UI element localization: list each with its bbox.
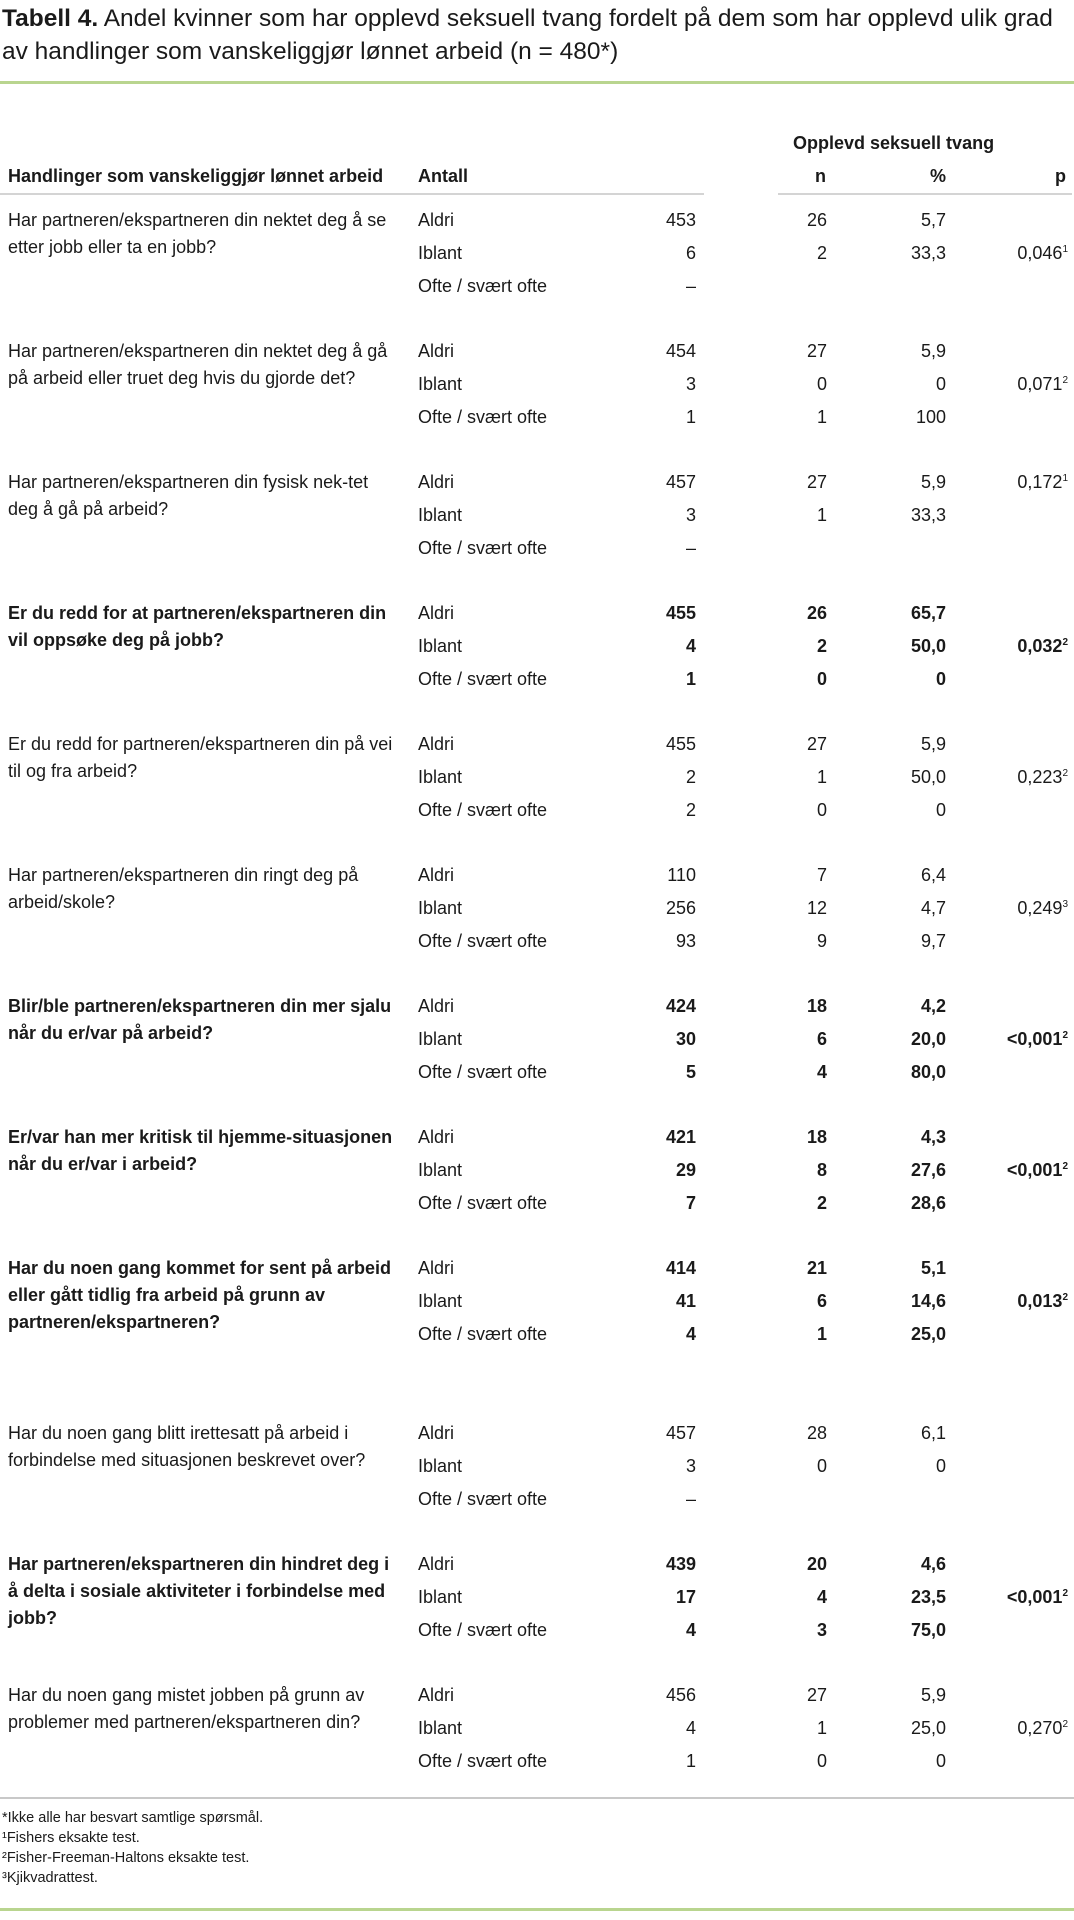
n-cell: 27 xyxy=(806,1685,827,1705)
p-value-cell xyxy=(1017,371,1068,398)
row-label: Iblant xyxy=(418,1291,463,1311)
table-row xyxy=(0,1551,1074,1584)
p-value-cell xyxy=(1017,240,1068,267)
antall-cell: 424 xyxy=(665,996,696,1016)
n-cell: 7 xyxy=(816,865,827,885)
table-row xyxy=(0,600,1074,633)
n-cell: 27 xyxy=(806,734,827,754)
p-footnote-marker: 1 xyxy=(1062,473,1068,484)
table-title xyxy=(2,2,1070,68)
pct-cell: 28,6 xyxy=(910,1193,946,1213)
table-row xyxy=(0,1288,1074,1321)
n-cell: 2 xyxy=(816,636,827,656)
pct-cell: 0 xyxy=(935,1456,946,1476)
n-cell: 3 xyxy=(816,1620,827,1640)
antall-cell: 93 xyxy=(675,931,696,951)
table-row xyxy=(0,1157,1074,1190)
row-label: Iblant xyxy=(418,1587,463,1607)
antall-cell: 2 xyxy=(685,767,696,787)
row-label: Iblant xyxy=(418,505,463,525)
pct-cell: 25,0 xyxy=(910,1718,946,1738)
pct-cell: 100 xyxy=(915,407,946,427)
pct-cell: 0 xyxy=(935,669,946,689)
footnote-rule xyxy=(0,1797,1074,1799)
question-text: Har du noen gang mistet jobben på grunn av problemer med partneren/ekspartneren din? xyxy=(8,1685,365,1732)
p-footnote-marker: 2 xyxy=(1062,637,1068,648)
antall-cell: 29 xyxy=(675,1160,696,1180)
row-label: Ofte / svært ofte xyxy=(418,1489,548,1509)
table-row xyxy=(0,731,1074,764)
question-text: Har du noen gang blitt irettesatt på arbeid i forbindelse med situasjonen beskrevet over? xyxy=(8,1423,366,1470)
antall-cell: 1 xyxy=(685,1751,696,1771)
table-row xyxy=(0,993,1074,1026)
question-text: Har du noen gang kommet for sent på arbeid eller gått tidlig fra arbeid på grunn av partneren/ekspartneren? xyxy=(8,1258,392,1332)
row-label: Iblant xyxy=(418,374,463,394)
p-footnote-marker: 1 xyxy=(1062,244,1068,255)
n-cell: 0 xyxy=(816,1456,827,1476)
antall-cell: 1 xyxy=(685,407,696,427)
p-value-cell xyxy=(1017,895,1068,922)
pct-cell: 50,0 xyxy=(910,636,946,656)
p-value: <0,001 xyxy=(1006,1160,1063,1180)
antall-cell: 5 xyxy=(685,1062,696,1082)
p-value: <0,001 xyxy=(1006,1029,1063,1049)
table-row xyxy=(0,1715,1074,1748)
row-label: Iblant xyxy=(418,1456,463,1476)
antall-cell: 4 xyxy=(685,1324,696,1344)
pct-cell: 5,9 xyxy=(920,1685,946,1705)
row-label: Aldri xyxy=(418,1685,455,1705)
table-row xyxy=(0,371,1074,404)
n-cell: 27 xyxy=(806,341,827,361)
table-caption: Andel kvinner som har opplevd seksuell tvang fordelt på dem som har opplevd ulik grad av handlinger som vanskeliggjør lønnet arbeid (n = 480*) xyxy=(2,5,1053,65)
antall-cell: 256 xyxy=(665,898,696,918)
table-row xyxy=(0,797,1074,830)
row-label: Aldri xyxy=(418,1127,455,1147)
n-cell: 6 xyxy=(816,1029,827,1049)
pct-cell: 4,6 xyxy=(920,1554,946,1574)
table-label: Tabell 4. xyxy=(2,5,99,32)
n-cell: 18 xyxy=(806,996,827,1016)
footnote: ²Fisher-Freeman-Haltons eksakte test. xyxy=(2,1850,250,1866)
antall-cell: 4 xyxy=(685,1718,696,1738)
n-cell: 0 xyxy=(816,669,827,689)
pct-cell: 33,3 xyxy=(910,505,946,525)
row-label: Aldri xyxy=(418,734,455,754)
row-label: Iblant xyxy=(418,1160,463,1180)
table-row xyxy=(0,404,1074,437)
row-label: Iblant xyxy=(418,1029,463,1049)
n-cell: 8 xyxy=(816,1160,827,1180)
question-text: Er du redd for partneren/ekspartneren din på vei til og fra arbeid? xyxy=(8,734,393,781)
table-row xyxy=(0,764,1074,797)
p-value: 0,032 xyxy=(1017,636,1063,656)
row-label: Aldri xyxy=(418,1258,455,1278)
table-row xyxy=(0,1584,1074,1617)
question-text: Blir/ble partneren/ekspartneren din mer sjalu når du er/var på arbeid? xyxy=(8,996,392,1043)
n-cell: 1 xyxy=(816,407,827,427)
antall-cell: 457 xyxy=(665,1423,696,1443)
p-footnote-marker: 2 xyxy=(1062,768,1068,779)
table-row xyxy=(0,862,1074,895)
n-cell: 4 xyxy=(816,1062,827,1082)
antall-cell: 3 xyxy=(685,374,696,394)
header-antall: Antall xyxy=(418,166,469,186)
n-cell: 1 xyxy=(816,1718,827,1738)
antall-cell: 3 xyxy=(685,505,696,525)
row-label: Aldri xyxy=(418,1554,455,1574)
p-value: 0,046 xyxy=(1017,243,1063,263)
pct-cell: 25,0 xyxy=(910,1324,946,1344)
question-text: Har partneren/ekspartneren din nektet deg å se etter jobb eller ta en jobb? xyxy=(8,210,387,257)
pct-cell: 0 xyxy=(935,1751,946,1771)
table-row xyxy=(0,1059,1074,1092)
row-label: Aldri xyxy=(418,341,455,361)
n-cell: 2 xyxy=(816,1193,827,1213)
row-label: Ofte / svært ofte xyxy=(418,276,548,296)
row-label: Ofte / svært ofte xyxy=(418,1751,548,1771)
table-row xyxy=(0,535,1074,568)
n-cell: 1 xyxy=(816,1324,827,1344)
table-row xyxy=(0,502,1074,535)
row-label: Ofte / svært ofte xyxy=(418,1324,548,1344)
p-value-cell xyxy=(1017,1288,1068,1315)
n-cell: 26 xyxy=(806,210,827,230)
n-cell: 26 xyxy=(806,603,827,623)
row-label: Ofte / svært ofte xyxy=(418,931,548,951)
table-row xyxy=(0,338,1074,371)
table-row xyxy=(0,633,1074,666)
header-rule-left xyxy=(0,193,704,195)
p-value-cell xyxy=(1017,1715,1068,1742)
p-value-cell xyxy=(1017,469,1068,496)
n-cell: 0 xyxy=(816,800,827,820)
table-row xyxy=(0,1190,1074,1223)
pct-cell: 6,1 xyxy=(920,1423,946,1443)
antall-cell: 453 xyxy=(665,210,696,230)
p-footnote-marker: 2 xyxy=(1062,375,1068,386)
p-footnote-marker: 2 xyxy=(1062,1030,1068,1041)
n-cell: 21 xyxy=(806,1258,827,1278)
n-cell: 6 xyxy=(816,1291,827,1311)
n-cell: 18 xyxy=(806,1127,827,1147)
row-label: Iblant xyxy=(418,243,463,263)
row-label: Aldri xyxy=(418,865,455,885)
row-label: Ofte / svært ofte xyxy=(418,407,548,427)
pct-cell: 65,7 xyxy=(910,603,946,623)
antall-cell: 41 xyxy=(675,1291,696,1311)
p-footnote-marker: 2 xyxy=(1062,1292,1068,1303)
antall-cell: 30 xyxy=(675,1029,696,1049)
question-text: Har partneren/ekspartneren din hindret deg i å delta i sosiale aktiviteter i forbindelse med jobb? xyxy=(8,1554,390,1628)
antall-cell: 1 xyxy=(685,669,696,689)
row-label: Iblant xyxy=(418,1718,463,1738)
antall-cell: 6 xyxy=(685,243,696,263)
p-footnote-marker: 2 xyxy=(1062,1719,1068,1730)
antall-cell: 4 xyxy=(685,636,696,656)
n-cell: 1 xyxy=(816,767,827,787)
table-row xyxy=(0,1420,1074,1453)
header-rule-right xyxy=(778,193,1072,195)
row-label: Aldri xyxy=(418,472,455,492)
bottom-rule xyxy=(0,1908,1074,1911)
table-row xyxy=(0,1453,1074,1486)
pct-cell: 4,3 xyxy=(920,1127,946,1147)
n-cell: 0 xyxy=(816,374,827,394)
n-cell: 2 xyxy=(816,243,827,263)
row-label: Aldri xyxy=(418,996,455,1016)
p-value-cell xyxy=(1007,1026,1068,1053)
table-row xyxy=(0,207,1074,240)
p-value-cell xyxy=(1007,1584,1068,1611)
footnote: *Ikke alle har besvart samtlige spørsmål. xyxy=(2,1810,264,1826)
pct-cell: 9,7 xyxy=(920,931,946,951)
antall-cell: 455 xyxy=(665,734,696,754)
p-value-cell xyxy=(1017,633,1068,660)
antall-cell: 421 xyxy=(665,1127,696,1147)
footnote: ¹Fishers eksakte test. xyxy=(2,1830,140,1846)
row-label: Ofte / svært ofte xyxy=(418,669,548,689)
p-value: 0,071 xyxy=(1017,374,1063,394)
row-label: Iblant xyxy=(418,636,463,656)
row-label: Aldri xyxy=(418,603,455,623)
row-label: Ofte / svært ofte xyxy=(418,1620,548,1640)
p-footnote-marker: 2 xyxy=(1062,1588,1068,1599)
header-group-label: Opplevd seksuell tvang xyxy=(793,133,995,153)
header-p: p xyxy=(1055,166,1066,186)
pct-cell: 5,9 xyxy=(920,472,946,492)
table-row xyxy=(0,1026,1074,1059)
p-footnote-marker: 3 xyxy=(1062,899,1068,910)
header-question: Handlinger som vanskeliggjør lønnet arbeid xyxy=(8,166,384,186)
p-footnote-marker: 2 xyxy=(1062,1161,1068,1172)
p-value: 0,270 xyxy=(1017,1718,1063,1738)
antall-cell: – xyxy=(685,276,696,296)
pct-cell: 50,0 xyxy=(910,767,946,787)
pct-cell: 5,7 xyxy=(920,210,946,230)
n-cell: 12 xyxy=(806,898,827,918)
pct-cell: 75,0 xyxy=(910,1620,946,1640)
n-cell: 27 xyxy=(806,472,827,492)
antall-cell: 2 xyxy=(685,800,696,820)
pct-cell: 33,3 xyxy=(910,243,946,263)
pct-cell: 5,9 xyxy=(920,341,946,361)
footnote: ³Kjikvadrattest. xyxy=(2,1870,98,1886)
row-label: Ofte / svært ofte xyxy=(418,800,548,820)
antall-cell: 414 xyxy=(665,1258,696,1278)
pct-cell: 4,2 xyxy=(920,996,946,1016)
p-value: 0,223 xyxy=(1017,767,1063,787)
row-label: Aldri xyxy=(418,210,455,230)
table-row xyxy=(0,1748,1074,1781)
table-row xyxy=(0,469,1074,502)
pct-cell: 23,5 xyxy=(910,1587,946,1607)
table-row xyxy=(0,1486,1074,1519)
row-label: Ofte / svært ofte xyxy=(418,1062,548,1082)
row-label: Aldri xyxy=(418,1423,455,1443)
antall-cell: 110 xyxy=(667,865,696,885)
pct-cell: 0 xyxy=(935,374,946,394)
p-value-cell xyxy=(1007,1157,1068,1184)
n-cell: 28 xyxy=(806,1423,827,1443)
question-text: Er du redd for at partneren/ekspartneren din vil oppsøke deg på jobb? xyxy=(8,603,387,650)
p-value-cell xyxy=(1017,764,1068,791)
row-label: Ofte / svært ofte xyxy=(418,1193,548,1213)
question-text: Er/var han mer kritisk til hjemme-situasjonen når du er/var i arbeid? xyxy=(8,1127,393,1174)
table-row xyxy=(0,1682,1074,1715)
p-value: 0,172 xyxy=(1017,472,1063,492)
question-text: Har partneren/ekspartneren din ringt deg på arbeid/skole? xyxy=(8,865,359,912)
pct-cell: 4,7 xyxy=(920,898,946,918)
antall-cell: 4 xyxy=(685,1620,696,1640)
n-cell: 9 xyxy=(816,931,827,951)
pct-cell: 5,1 xyxy=(920,1258,946,1278)
antall-cell: 439 xyxy=(665,1554,696,1574)
table-row xyxy=(0,1617,1074,1650)
question-text: Har partneren/ekspartneren din nektet deg å gå på arbeid eller truet deg hvis du gjorde det? xyxy=(8,341,388,388)
antall-cell: 454 xyxy=(665,341,696,361)
table-row xyxy=(0,895,1074,928)
pct-cell: 6,4 xyxy=(920,865,946,885)
header-pct: % xyxy=(930,166,947,186)
pct-cell: 20,0 xyxy=(910,1029,946,1049)
table-row xyxy=(0,240,1074,273)
p-value: <0,001 xyxy=(1006,1587,1063,1607)
row-label: Iblant xyxy=(418,767,463,787)
row-label: Ofte / svært ofte xyxy=(418,538,548,558)
antall-cell: – xyxy=(685,1489,696,1509)
row-label: Iblant xyxy=(418,898,463,918)
n-cell: 1 xyxy=(816,505,827,525)
header-n: n xyxy=(815,166,826,186)
n-cell: 0 xyxy=(816,1751,827,1771)
pct-cell: 27,6 xyxy=(910,1160,946,1180)
antall-cell: – xyxy=(685,538,696,558)
pct-cell: 14,6 xyxy=(910,1291,946,1311)
antall-cell: 456 xyxy=(665,1685,696,1705)
antall-cell: 457 xyxy=(665,472,696,492)
table-row xyxy=(0,1255,1074,1288)
table-row xyxy=(0,273,1074,306)
table-row xyxy=(0,666,1074,699)
pct-cell: 0 xyxy=(935,800,946,820)
pct-cell: 80,0 xyxy=(910,1062,946,1082)
table-row xyxy=(0,1124,1074,1157)
antall-cell: 17 xyxy=(675,1587,696,1607)
n-cell: 20 xyxy=(806,1554,827,1574)
top-rule xyxy=(0,81,1074,84)
antall-cell: 7 xyxy=(685,1193,696,1213)
pct-cell: 5,9 xyxy=(920,734,946,754)
n-cell: 4 xyxy=(816,1587,827,1607)
antall-cell: 3 xyxy=(685,1456,696,1476)
antall-cell: 455 xyxy=(665,603,696,623)
table-row xyxy=(0,1321,1074,1354)
p-value: 0,013 xyxy=(1017,1291,1063,1311)
question-text: Har partneren/ekspartneren din fysisk nek-tet deg å gå på arbeid? xyxy=(8,472,369,519)
table-row xyxy=(0,928,1074,961)
p-value: 0,249 xyxy=(1017,898,1063,918)
